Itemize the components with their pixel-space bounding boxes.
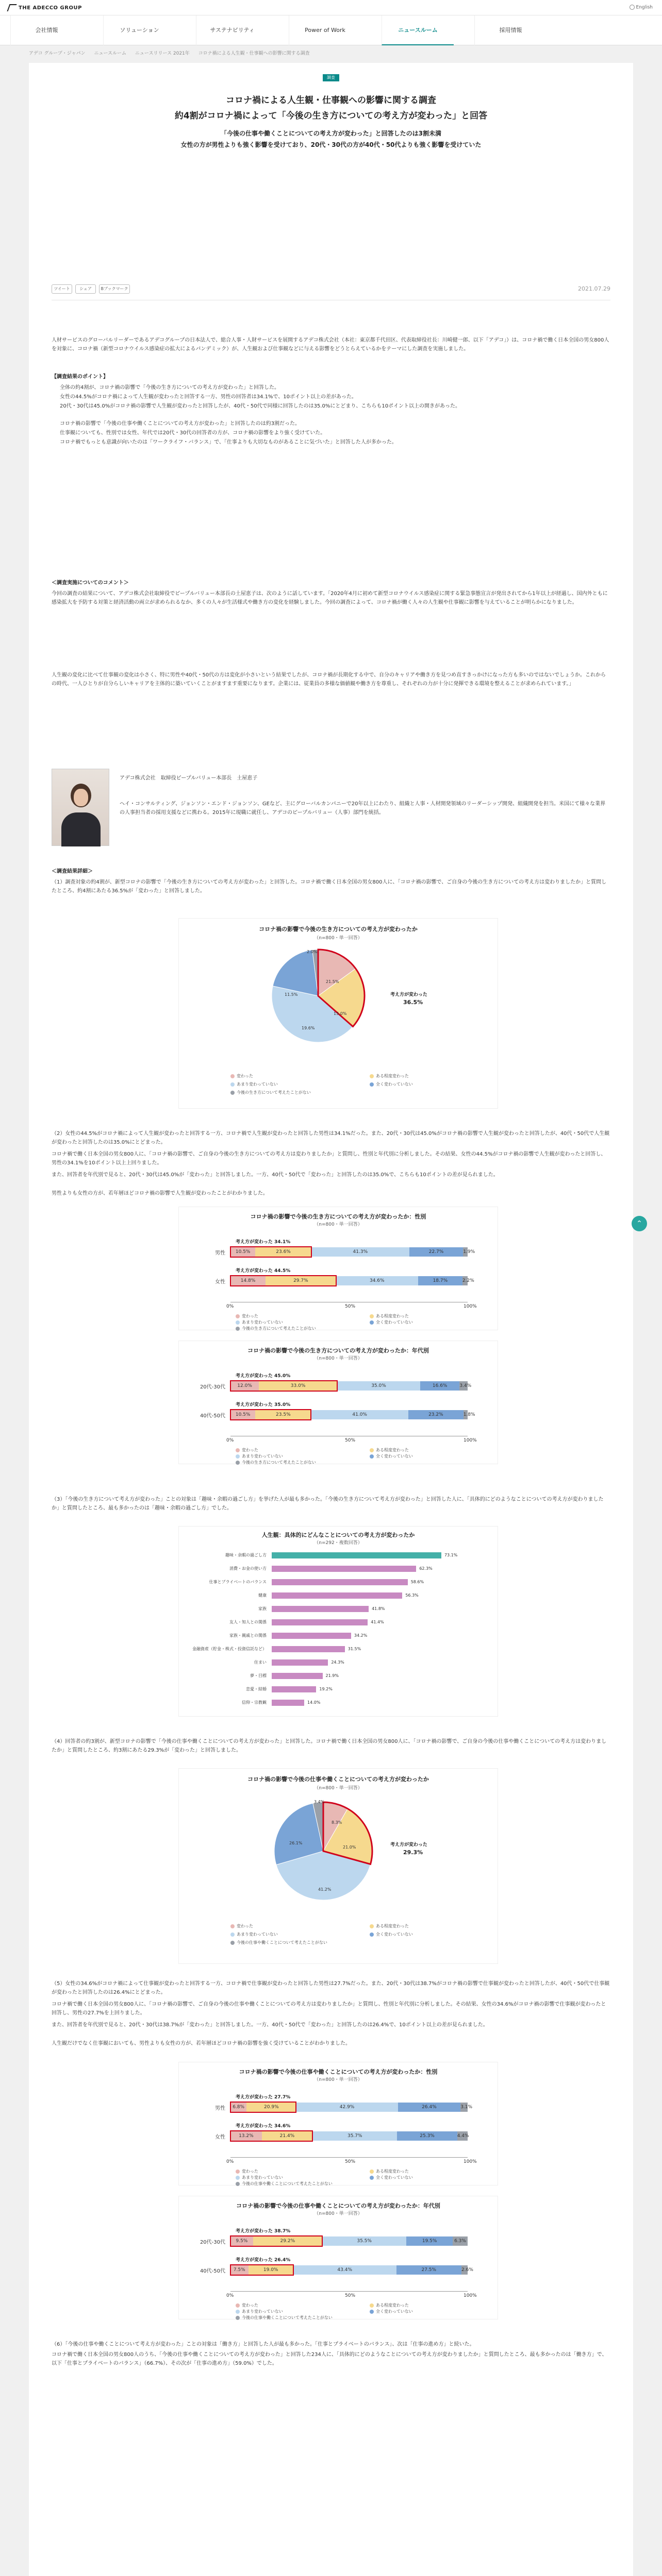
pie-label: 21.0% bbox=[343, 1845, 356, 1850]
chart-subtitle: （n=800・単一回答） bbox=[314, 1222, 362, 1227]
breadcrumb-item[interactable]: ニュースルーム bbox=[94, 51, 127, 56]
legend-item: 今後の仕事や働くことについて考えたことがない bbox=[230, 1940, 327, 1945]
article-subtitle-1: 「今後の仕事や働くことについての考え方が変わった」と回答したのは3割未満 bbox=[221, 130, 441, 137]
tick-label: 50% bbox=[345, 2293, 356, 2298]
legend-item: 今後の仕事や働くことについて考えたことがない bbox=[236, 2315, 333, 2320]
pie-chart-life-view bbox=[178, 918, 498, 1109]
legend-item: 全く変わっていない bbox=[370, 1453, 413, 1459]
legend-item: 全く変わっていない bbox=[370, 1081, 413, 1087]
legend-item: 変わった bbox=[236, 1447, 258, 1453]
intro-paragraph: 人材サービスのグローバルリーダーであるアデコグループの日本法人で、総合人事・人財サービスを展開するアデコ株式会社（本社：東京都千代田区、代表取締役社長：川崎健一郎、以下「アデコ」）は、コロナ禍で働く日本全国の男女800人を対象に、コロナ禍（新型コロナウイルス感染症の拡大によるパンデミック）が、人生観および仕事観などに与える影響をどうとらえているかをテーマにした調査を実施しました。 bbox=[52, 337, 609, 352]
callout-label: 考え方が変わった 26.4% bbox=[236, 2258, 291, 2263]
nav-item-solutions[interactable]: ソリューション bbox=[103, 15, 175, 45]
callout-label: 考え方が変わった 34.1% bbox=[236, 1240, 291, 1245]
row-label: 女性 bbox=[215, 1279, 225, 1285]
bar-label: 趣味・余暇の過ごし方 bbox=[225, 1553, 267, 1557]
bar-segment: 3.1% bbox=[460, 2103, 468, 2112]
q2-text-2: コロナ禍で働く日本全国の男女800人に、「コロナ禍の影響で、ご自身の今後の生き方についての考え方は変わりましたか」と質問し、性別と年代別に分析しました。その結果、女性の44.5%がコロナ禍の影響で人生観が変わったと回答し、男性の34.1%を10ポイント以上上回りました。 bbox=[52, 1151, 606, 1166]
bar-segment: 23.5% bbox=[255, 1410, 311, 1419]
tick-label: 100% bbox=[464, 2159, 477, 2164]
bar-label: 健康 bbox=[258, 1593, 267, 1598]
pie-label: 41.2% bbox=[318, 1887, 332, 1892]
stacked-bar-work-gender bbox=[178, 2062, 498, 2185]
legend-item: あまり変わっていない bbox=[230, 1931, 278, 1937]
stacked-bar-life-gender bbox=[178, 1207, 498, 1330]
callout-label: 考え方が変わった 27.7% bbox=[236, 2095, 291, 2100]
language-switch[interactable] bbox=[630, 5, 653, 10]
article-subtitle-2: 女性の方が男性よりも強く影響を受けており、20代・30代の方が40代・50代よりも強く影響を受けていた bbox=[180, 141, 482, 148]
highlight-box bbox=[230, 2235, 323, 2247]
bar-segment: 19.5% bbox=[406, 2236, 453, 2246]
summary-item: コロナ禍でもっとも意識が向いたのは「ワークライフ・バランス」で、「仕事よりも大切なものがあることに気づいた」と回答した人が多かった。 bbox=[60, 439, 397, 445]
nav-item-recruit[interactable]: 採用情報 bbox=[474, 15, 547, 45]
bar-segment: 6.3% bbox=[453, 2236, 468, 2246]
main-nav bbox=[0, 15, 662, 45]
bar-segment: 23.2% bbox=[408, 1410, 464, 1419]
bar-segment: 22.7% bbox=[409, 1247, 463, 1257]
bookmark-button[interactable]: Bブックマーク bbox=[99, 284, 130, 294]
pie-chart-work-view bbox=[178, 1768, 498, 1964]
top-bar bbox=[0, 0, 662, 15]
highlight-box bbox=[230, 1380, 338, 1392]
breadcrumb bbox=[29, 49, 317, 56]
pie-label: 19.6% bbox=[302, 1026, 315, 1030]
legend-item: ある程度変わった bbox=[370, 1073, 409, 1079]
pie-label: 11.5% bbox=[285, 992, 298, 997]
stacked-bar-work-age bbox=[178, 2196, 498, 2319]
bar-label: 家族・親戚との関係 bbox=[229, 1633, 267, 1638]
summary-heading: 【調査結果のポイント】 bbox=[52, 374, 108, 380]
row-label: 40代-50代 bbox=[200, 2268, 225, 2274]
category-tag: 調査 bbox=[323, 74, 339, 81]
pie-label: 2.0% bbox=[307, 950, 318, 954]
callout-value: 29.3% bbox=[403, 1849, 423, 1856]
q3-text: （3）「今後の生き方について考え方が変わった」ことの対象は「趣味・余暇の過ごし方」を挙げた人が最も多かった。「今後の生き方について考え方が変わった」と回答した人に、「具体的にどのようなことについての考え方が変わりましたか」と質問したところ、最も多かったのは「趣味・余暇の過ごし方」でした。 bbox=[52, 1497, 604, 1511]
row-label: 女性 bbox=[215, 2134, 225, 2140]
bar-label: 友人・知人との関係 bbox=[229, 1620, 267, 1624]
globe-icon bbox=[630, 5, 635, 10]
legend-item: ある程度変わった bbox=[370, 1447, 409, 1453]
spokesperson-photo bbox=[52, 769, 109, 846]
comment-paragraph-1: 今回の調査の結果について、アデコ株式会社取締役でピープルバリュー本部長の土屋恵子は、次のように話しています。「2020年4月に初めて新型コロナウイルス感染症に関する緊急事態宣言が発出されてから1年以上が経過し、国内外ともに感染拡大を予防する対策と経済活動の両立が求められるなか、多くの人々が生活様式や働き方の変化を経験しました。今回の調査によって、コロナ禍が働く人々の人生観や仕事観に影響を与えていることが明らかになりました。 bbox=[52, 591, 608, 605]
bar-segment: 2.6% bbox=[461, 2265, 468, 2275]
bar-segment: 1.9% bbox=[463, 1247, 468, 1257]
bar-label: 金融資産（貯金・株式・投資信託など） bbox=[192, 1647, 267, 1651]
legend-item: あまり変わっていない bbox=[236, 1319, 283, 1325]
pie-slices bbox=[274, 1802, 372, 1900]
bar-value: 19.2% bbox=[319, 1687, 333, 1691]
bar bbox=[272, 1579, 408, 1585]
bar-segment: 35.0% bbox=[337, 1381, 420, 1391]
bar-value: 58.6% bbox=[410, 1580, 424, 1584]
chart-title: コロナ禍の影響で今後の生き方についての考え方が変わったか：年代別 bbox=[247, 1347, 429, 1354]
legend-item: 今後の仕事や働くことについて考えたことがない bbox=[236, 2181, 333, 2187]
highlight-box bbox=[230, 2130, 313, 2142]
bar bbox=[272, 1700, 304, 1706]
bar-segment: 10.5% bbox=[230, 1247, 255, 1257]
bar-value: 73.1% bbox=[444, 1553, 458, 1557]
bar bbox=[272, 1606, 369, 1612]
bar-segment: 23.6% bbox=[255, 1247, 311, 1257]
bar-segment: 41.0% bbox=[311, 1410, 408, 1419]
bar-segment: 33.0% bbox=[259, 1381, 337, 1391]
highlight-box bbox=[230, 1275, 337, 1286]
pie-label: 15.0% bbox=[334, 1011, 347, 1016]
nav-item-company[interactable]: 会社情報 bbox=[10, 15, 82, 45]
bar-value: 41.8% bbox=[372, 1606, 385, 1611]
bar bbox=[272, 1552, 441, 1558]
legend-item: あまり変わっていない bbox=[236, 1453, 283, 1459]
bar-segment: 29.2% bbox=[253, 2236, 322, 2246]
legend-item: 全く変わっていない bbox=[370, 2309, 413, 2314]
bar-label: 住まい bbox=[254, 1660, 267, 1665]
tick-label: 0% bbox=[226, 2293, 234, 2298]
legend-item: ある程度変わった bbox=[370, 2168, 409, 2174]
spokesperson-bio: ヘイ・コンサルティング、ジョンソン・エンド・ジョンソン、GEなど、主にグローバルカンパニーで20年以上にわたり、組織と人事・人材開発領域のリーダーシップ開発、組織開発を担当。米国にて様々な業界の人事担当者の採用支援などに携わる。2015年に現職に就任し、アデコのピープルバリュー（人事）部門を統括。 bbox=[120, 801, 606, 816]
legend-item: ある程度変わった bbox=[370, 1923, 409, 1929]
bar-segment: 1.8% bbox=[464, 1410, 468, 1419]
summary-item: 女性の44.5%がコロナ禍によって人生観が変わったと回答する一方、男性の回答者は34.1%で、10ポイント以上の差があった。 bbox=[60, 394, 357, 400]
chart-title: コロナ禍の影響で今後の仕事や働くことについての考え方が変わったか：性別 bbox=[239, 2069, 438, 2075]
company-logo[interactable] bbox=[8, 4, 82, 11]
callout-label: 考え方が変わった 44.5% bbox=[236, 1268, 291, 1274]
breadcrumb-current: コロナ禍による人生観・仕事観への影響に関する調査 bbox=[198, 51, 310, 56]
highlight-box bbox=[230, 1246, 312, 1258]
legend-item: 変わった bbox=[230, 1923, 253, 1929]
bar-segment: 20.9% bbox=[246, 2103, 296, 2112]
callout-label: 考え方が変わった 45.0% bbox=[236, 1374, 291, 1379]
q5-text-4: 人生観だけでなく仕事観においても、男性よりも女性の方が、若年層ほどコロナ禍の影響を強く受けていることがわかりました。 bbox=[52, 2041, 351, 2046]
bar-value: 21.9% bbox=[325, 1673, 339, 1678]
bar-segment: 34.6% bbox=[336, 1276, 418, 1285]
summary-item: コロナ禍の影響で「今後の仕事や働くことについての考え方が変わった」と回答したのは約3割だった。 bbox=[60, 421, 301, 427]
publish-date: 2021.07.29 bbox=[578, 285, 610, 292]
legend-item: ある程度変わった bbox=[370, 1313, 409, 1319]
chart-title: コロナ禍の影響で今後の仕事や働くことについての考え方が変わったか bbox=[247, 1776, 429, 1783]
bar-segment: 43.4% bbox=[293, 2265, 396, 2275]
callout-label: 考え方が変わった 38.7% bbox=[236, 2229, 291, 2234]
row-label: 20代-30代 bbox=[200, 1384, 225, 1390]
legend-item: 今後の生き方について考えたことがない bbox=[236, 1326, 316, 1331]
highlight-box bbox=[230, 2264, 294, 2276]
legend-item: 変わった bbox=[236, 2168, 258, 2174]
tick-label: 100% bbox=[464, 1438, 477, 1443]
legend-item: あまり変わっていない bbox=[236, 2309, 283, 2314]
bar-segment: 7.5% bbox=[230, 2265, 249, 2275]
summary-item: 20代・30代は45.0%がコロナ禍の影響で人生観が変わったと回答したが、40代・50代で同様に回答したのは35.0%にとどまり、こちらも10ポイント以上の開きがあった。 bbox=[60, 403, 460, 409]
legend-item: 変わった bbox=[230, 1073, 253, 1079]
bar-segment: 3.4% bbox=[459, 1381, 468, 1391]
bar-label: 恋愛・結婚 bbox=[246, 1687, 267, 1691]
chevron-up-icon: ⌃ bbox=[636, 1219, 642, 1228]
pie-svg bbox=[179, 1769, 499, 1964]
bar-segment: 25.3% bbox=[397, 2131, 457, 2141]
pie-label: 21.5% bbox=[326, 979, 339, 984]
q2-text-4: 男性よりも女性の方が、若年層ほどコロナ禍の影響で人生観が変わったことがわかりました。 bbox=[52, 1191, 268, 1196]
bar-segment: 4.4% bbox=[457, 2131, 468, 2141]
q5-text: （5）女性の34.6%がコロナ禍によって仕事観が変わったと回答する一方、コロナ禍で仕事観が変わったと回答した男性は27.7%だった。また、20代・30代は38.7%がコロナ禍の影響で仕事観が変わったと回答したが、40代・50代で仕事観が変わったと回答したのは26.4%にとどまった。 bbox=[52, 1981, 610, 1995]
article-title-1: コロナ禍による人生観・仕事観への影響に関する調査 bbox=[226, 95, 436, 106]
horizontal-bar-life-items bbox=[178, 1526, 498, 1717]
chart-title: 人生観：具体的にどんなことについての考え方が変わったか bbox=[261, 1532, 415, 1538]
q2-text: （2）女性の44.5%がコロナ禍によって人生観が変わったと回答する一方、コロナ禍で人生観が変わったと回答した男性は34.1%だった。また、20代・30代は45.0%がコロナ禍の影響で人生観が変わったと回答したが、40代・50代で人生観が変わったと回答したのは35.0%にとどまった。 bbox=[52, 1131, 610, 1145]
logo-text: THE ADECCO GROUP bbox=[19, 5, 82, 11]
bar bbox=[272, 1566, 416, 1572]
legend-item: 今後の生き方について考えたことがない bbox=[230, 1090, 311, 1095]
tick-label: 100% bbox=[464, 1304, 477, 1309]
article-title-2: 約4割がコロナ禍によって「今後の生き方についての考え方が変わった」と回答 bbox=[174, 111, 488, 121]
highlight-box bbox=[230, 1409, 311, 1420]
tick-label: 50% bbox=[345, 1438, 356, 1443]
bar bbox=[272, 1592, 402, 1599]
tick-label: 0% bbox=[226, 1304, 234, 1309]
bar-segment: 41.3% bbox=[311, 1247, 409, 1257]
bar-segment: 21.4% bbox=[262, 2131, 312, 2141]
bar-label: 信仰・宗教観 bbox=[242, 1700, 267, 1705]
bar-segment: 6.8% bbox=[230, 2103, 246, 2112]
bar-segment: 13.2% bbox=[230, 2131, 262, 2141]
bar-label: 家族 bbox=[258, 1606, 267, 1611]
bar-segment: 14.8% bbox=[230, 1276, 266, 1285]
bar-segment: 19.0% bbox=[249, 2265, 293, 2275]
q1-text: （1）調査対象の約4割が、新型コロナの影響で「今後の生き方についての考え方が変わった」と回答した。コロナ禍で働く日本全国の男女800人に、「コロナ禍の影響で、ご自身の今後の生き方についての考え方は変わりましたか」と質問したところ、約4割にあたる36.5%が「変わった」と回答しました。 bbox=[52, 879, 607, 894]
legend-item: 全く変わっていない bbox=[370, 2175, 413, 2180]
chart-subtitle: （n=800・単一回答） bbox=[314, 1786, 362, 1791]
bar bbox=[272, 1619, 368, 1625]
row-label: 男性 bbox=[215, 2106, 225, 2111]
bar bbox=[272, 1633, 351, 1639]
q5-text-3: また、回答者を年代別で見ると、20代・30代は38.7%が「変わった」と回答しました。一方、40代・50代で「変わった」と回答したのは26.4%で、10ポイント以上の差が見られました。 bbox=[52, 2022, 488, 2028]
bar-value: 34.2% bbox=[354, 1633, 368, 1638]
bar-label: 仕事とプライベートのバランス bbox=[209, 1580, 267, 1584]
q4-text: （4）回答者の約3割が、新型コロナの影響で「今後の仕事や働くことについての考え方が変わった」と回答した。コロナ禍で働く日本全国の男女800人に、「コロナ禍の影響で、ご自身の今後の仕事や働くことについての考え方は変わりましたか」と質問したところ、約3割にあたる29.3%が「変わった」と回答しました。 bbox=[52, 1739, 607, 1753]
chart-title: コロナ禍の影響で今後の生き方についての考え方が変わったか：性別 bbox=[250, 1213, 426, 1220]
tick-label: 50% bbox=[345, 2159, 356, 2164]
bar bbox=[272, 1673, 323, 1679]
bar bbox=[272, 1686, 316, 1692]
summary-item: 全体の約4割が、コロナ禍の影響で「今後の生き方についての考え方が変わった」と回答した。 bbox=[60, 385, 280, 391]
q6-text: （6）「今後の仕事や働くことについて考え方が変わった」ことの対象は「働き方」と回答した人が最も多かった。「仕事とプライベートのバランス」、次は「仕事の進め方」と続いた。 bbox=[52, 2342, 475, 2347]
x-axis bbox=[230, 2291, 468, 2292]
chart-subtitle: （n=292・複数回答） bbox=[314, 1540, 362, 1546]
bar-segment: 26.4% bbox=[398, 2103, 460, 2112]
chart-subtitle: （n=800・単一回答） bbox=[314, 1356, 362, 1361]
article-card bbox=[29, 63, 633, 2576]
row-label: 20代-30代 bbox=[200, 2240, 225, 2245]
pie-label: 26.1% bbox=[289, 1841, 303, 1845]
tick-label: 0% bbox=[226, 2159, 234, 2164]
bar-segment: 10.5% bbox=[230, 1410, 255, 1419]
bar-segment: 9.5% bbox=[230, 2236, 253, 2246]
legend-item: 今後の生き方について考えたことがない bbox=[236, 1460, 316, 1465]
callout-label: 考え方が変わった 34.6% bbox=[236, 2124, 291, 2129]
legend-item: あまり変わっていない bbox=[230, 1081, 278, 1087]
breadcrumb-item[interactable]: アデコ グループ・ジャパン bbox=[29, 51, 86, 56]
legend-item: 変わった bbox=[236, 1313, 258, 1319]
highlight-box bbox=[230, 2102, 296, 2113]
row-label: 40代-50代 bbox=[200, 1413, 225, 1419]
bar-label: 夢・目標 bbox=[250, 1673, 267, 1678]
bar-segment: 2.2% bbox=[462, 1276, 468, 1285]
bar-segment: 18.7% bbox=[418, 1276, 462, 1285]
bar-segment: 42.9% bbox=[296, 2103, 398, 2112]
callout-value: 36.5% bbox=[403, 999, 423, 1006]
chart-subtitle: （n=800・単一回答） bbox=[314, 2211, 362, 2216]
nav-item-sustainability[interactable]: サステナビリティ bbox=[196, 15, 268, 45]
comment-paragraph-2: 人生観の変化に比べて仕事観の変化は小さく、特に男性や40代・50代の方は変化が小さいという結果でしたが、コロナ禍が長期化する中で、自分のキャリアや働き方を見つめ直すきっかけになった方も多いのではないでしょうか。これからの時代、一人ひとりが自分らしいキャリアを主体的に築いていくことがますます重要になります。企業には、従業員の多様な価値観や働き方を尊重し、それぞれの力が十分に発揮できる環境を整えることが求められています。」 bbox=[52, 672, 606, 687]
bar bbox=[272, 1646, 345, 1652]
bar-label: 消費・お金の使い方 bbox=[229, 1566, 267, 1571]
bar-segment: 35.7% bbox=[312, 2131, 397, 2141]
legend-item: 変わった bbox=[236, 2302, 258, 2308]
legend-item: あまり変わっていない bbox=[236, 2175, 283, 2180]
nav-item-newsroom[interactable]: ニュースルーム bbox=[382, 15, 454, 45]
stacked-bar-life-age bbox=[178, 1341, 498, 1464]
spokesperson-title: アデコ株式会社 取締役ピープルバリュー本部長 土屋恵子 bbox=[120, 775, 258, 781]
legend-item: ある程度変わった bbox=[370, 2302, 409, 2308]
bar bbox=[272, 1659, 328, 1666]
language-label: English bbox=[636, 5, 653, 10]
x-axis bbox=[230, 2157, 468, 2158]
row-label: 男性 bbox=[215, 1250, 225, 1256]
bar-value: 24.3% bbox=[331, 1660, 344, 1665]
callout-label: 考え方が変わった bbox=[390, 992, 427, 997]
pie-label: 3.4% bbox=[314, 1800, 325, 1804]
chart-subtitle: （n=800・単一回答） bbox=[314, 2077, 362, 2082]
tweet-button[interactable]: ツイート bbox=[52, 284, 72, 294]
q2-text-3: また、回答者を年代別で見ると、20代・30代は45.0%が「変わった」と回答しました。一方、40代・50代で「変わった」と回答したのは35.0%で、こちらも10ポイントの差が見られました。 bbox=[52, 1172, 499, 1178]
results-heading: ＜調査結果詳細＞ bbox=[52, 869, 93, 874]
legend-item: 全く変わっていない bbox=[370, 1319, 413, 1325]
bar-value: 62.3% bbox=[419, 1566, 433, 1571]
tick-label: 50% bbox=[345, 1304, 356, 1309]
chart-title: コロナ禍の影響で今後の生き方についての考え方が変わったか bbox=[259, 926, 418, 933]
chart-title: コロナ禍の影響で今後の仕事や働くことについての考え方が変わったか：年代別 bbox=[236, 2202, 440, 2209]
back-to-top-button[interactable] bbox=[632, 1216, 647, 1231]
bar-segment: 16.6% bbox=[420, 1381, 459, 1391]
legend-item: 全く変わっていない bbox=[370, 1931, 413, 1937]
q6-text-2: コロナ禍で働く日本全国の男女800人のうち、「今後の仕事や働くことについての考え方が変わった」と回答した234人に、「具体的にどのようなことについての考え方が変わりましたか」と質問したところ、最も多かったのは「働き方」で、以下「仕事とプライベートのバランス」（66.7%）、その次が「仕事の進め方」（59.0%）でした。 bbox=[52, 2352, 607, 2366]
comment-heading: ＜調査実施についてのコメント＞ bbox=[52, 580, 129, 586]
tick-label: 0% bbox=[226, 1438, 234, 1443]
callout-label: 考え方が変わった 35.0% bbox=[236, 1402, 291, 1408]
bar-value: 14.0% bbox=[307, 1700, 321, 1705]
bar-segment: 29.7% bbox=[266, 1276, 336, 1285]
q5-text-2: コロナ禍で働く日本全国の男女800人に、「コロナ禍の影響で、ご自身の今後の仕事や働くことについての考え方は変わりましたか」と質問し、性別と年代別に分析しました。その結果、女性の34.6%がコロナ禍の影響で仕事観が変わったと回答し、男性の27.7%を上回りました。 bbox=[52, 2002, 606, 2016]
bar-value: 56.3% bbox=[405, 1593, 419, 1598]
bar-segment: 27.5% bbox=[396, 2265, 462, 2275]
bar-segment: 12.0% bbox=[230, 1381, 259, 1391]
bar-segment: 35.5% bbox=[322, 2236, 406, 2246]
bar-value: 31.5% bbox=[347, 1647, 361, 1651]
callout-label: 考え方が変わった bbox=[390, 1842, 427, 1848]
facebook-share-button[interactable]: シェア bbox=[75, 284, 96, 294]
tick-label: 100% bbox=[464, 2293, 477, 2298]
summary-item: 仕事観についても、性別では女性、年代では20代・30代の回答者の方が、コロナ禍の影響をより強く受けていた。 bbox=[60, 430, 326, 436]
breadcrumb-item[interactable]: ニュースリリース 2021年 bbox=[135, 51, 190, 56]
chart-subtitle: （n=800・単一回答） bbox=[314, 936, 362, 941]
bar-value: 41.4% bbox=[371, 1620, 384, 1624]
nav-item-power-of-work[interactable]: Power of Work bbox=[289, 15, 361, 45]
pie-label: 8.3% bbox=[332, 1820, 342, 1825]
